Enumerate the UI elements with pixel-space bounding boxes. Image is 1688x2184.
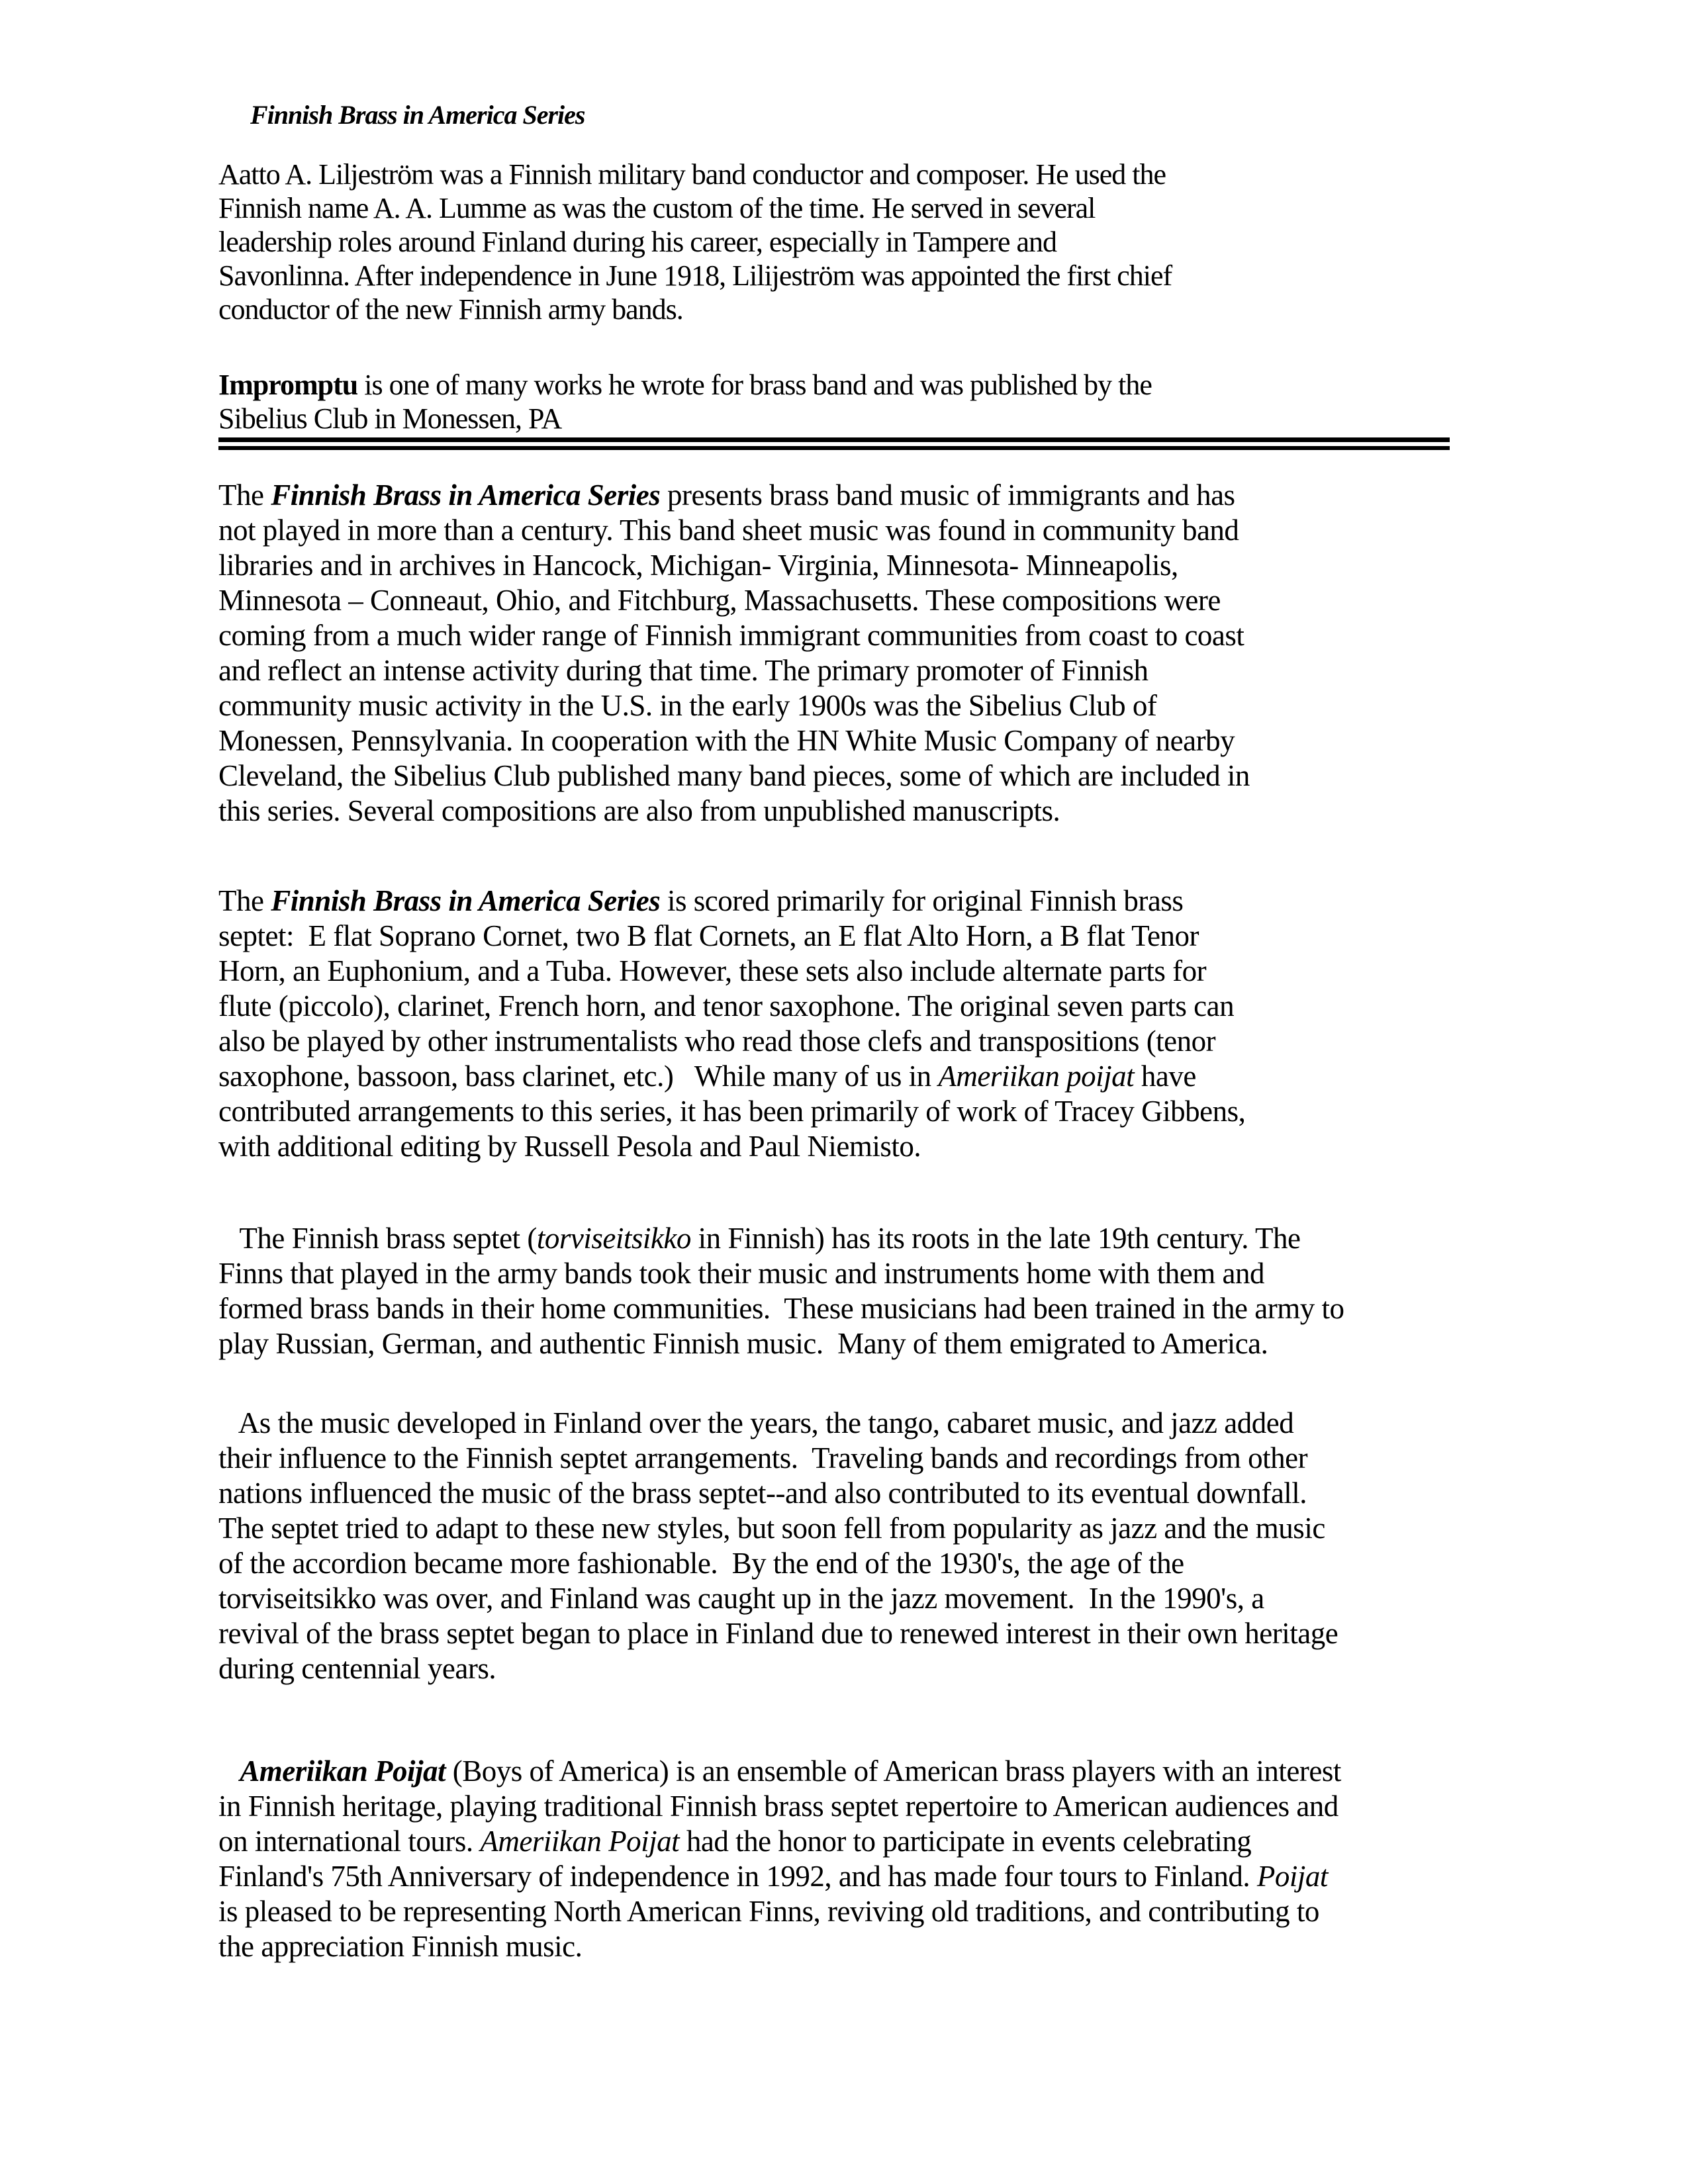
- text-line: formed brass bands in their home communities. These musicians had been trained in the army to: [218, 1292, 1344, 1325]
- text-line: The Finnish brass septet (torviseitsikko in Finnish) has its roots in the late 19th century. The: [218, 1222, 1301, 1255]
- text-line: with additional editing by Russell Pesola and Paul Niemisto.: [218, 1130, 921, 1163]
- text-line: libraries and in archives in Hancock, Michigan- Virginia, Minnesota- Minneapolis,: [218, 549, 1178, 582]
- text-line: leadership roles around Finland during his career, especially in Tampere and: [218, 226, 1056, 258]
- text-line: The septet tried to adapt to these new styles, but soon fell from popularity as jazz and the music: [218, 1512, 1325, 1545]
- text-line: The Finnish Brass in America Series is scored primarily for original Finnish brass: [218, 884, 1184, 917]
- text-line: flute (piccolo), clarinet, French horn, and tenor saxophone. The original seven parts can: [218, 989, 1235, 1023]
- text-line: revival of the brass septet began to place in Finland due to renewed interest in their own heritage: [218, 1617, 1338, 1650]
- text-line: of the accordion became more fashionable. By the end of the 1930's, the age of the: [218, 1547, 1184, 1580]
- text-line: Horn, an Euphonium, and a Tuba. However, these sets also include alternate parts for: [218, 954, 1207, 987]
- text-line: contributed arrangements to this series, it has been primarily of work of Tracey Gibbens,: [218, 1095, 1246, 1128]
- text-line: Finland's 75th Anniversary of independence in 1992, and has made four tours to Finland. Poijat: [218, 1860, 1328, 1893]
- text-line: Cleveland, the Sibelius Club published many band pieces, some of which are included in: [218, 759, 1250, 792]
- text-line: and reflect an intense activity during that time. The primary promoter of Finnish: [218, 654, 1149, 687]
- paragraph-septet-history: [218, 1221, 1344, 1361]
- text-line: Finnish name A. A. Lumme as was the custom of the time. He served in several: [218, 192, 1096, 224]
- text-line: As the music developed in Finland over the years, the tango, cabaret music, and jazz added: [218, 1406, 1294, 1439]
- text-line: also be played by other instrumentalists who read those clefs and transpositions (tenor: [218, 1024, 1216, 1058]
- text-line: this series. Several compositions are also from unpublished manuscripts.: [218, 794, 1060, 827]
- paragraph-liljestrom-bio: [218, 158, 1172, 326]
- text-line: torviseitsikko was over, and Finland was caught up in the jazz movement. In the 1990's, a: [218, 1582, 1264, 1615]
- section-divider-double-rule: [218, 437, 1450, 450]
- text-line: Ameriikan Poijat (Boys of America) is an ensemble of American brass players with an interest: [240, 1754, 1341, 1788]
- text-line: Impromptu is one of many works he wrote for brass band and was published by the: [218, 369, 1152, 401]
- text-line: Minnesota – Conneaut, Ohio, and Fitchburg, Massachusetts. These compositions were: [218, 584, 1221, 617]
- paragraph-series-overview: [218, 478, 1250, 829]
- page-title: Finnish Brass in America Series: [250, 100, 585, 130]
- paragraph-ameriikan-poijat: [218, 1754, 1341, 1964]
- text-line: the appreciation Finnish music.: [218, 1930, 583, 1963]
- text-line: Savonlinna. After independence in June 1918, Lilijeström was appointed the first chief: [218, 259, 1172, 292]
- text-line: coming from a much wider range of Finnish immigrant communities from coast to coast: [218, 619, 1244, 652]
- text-line: during centennial years.: [218, 1652, 496, 1685]
- text-line: conductor of the new Finnish army bands.: [218, 293, 683, 326]
- text-line: nations influenced the music of the brass septet--and also contributed to its eventual downfall.: [218, 1477, 1307, 1510]
- text-line: The Finnish Brass in America Series presents brass band music of immigrants and has: [218, 478, 1235, 512]
- text-line: on international tours. Ameriikan Poijat had the honor to participate in events celebrating: [218, 1825, 1252, 1858]
- paragraph-series-scoring: [218, 884, 1245, 1164]
- paragraph-music-evolution: [218, 1406, 1338, 1686]
- text-line: is pleased to be representing North American Finns, reviving old traditions, and contributing to: [218, 1895, 1319, 1928]
- text-line: Monessen, Pennsylvania. In cooperation with the HN White Music Company of nearby: [218, 724, 1235, 757]
- text-line: play Russian, German, and authentic Finnish music. Many of them emigrated to America.: [218, 1327, 1268, 1360]
- text-line: saxophone, bassoon, bass clarinet, etc.) While many of us in Ameriikan poijat have: [218, 1060, 1196, 1093]
- text-line: Finns that played in the army bands took their music and instruments home with them and: [218, 1257, 1264, 1290]
- text-line: not played in more than a century. This band sheet music was found in community band: [218, 514, 1239, 547]
- text-line: community music activity in the U.S. in the early 1900s was the Sibelius Club of: [218, 689, 1157, 722]
- text-line: in Finnish heritage, playing traditional Finnish brass septet repertoire to American audiences and: [218, 1790, 1338, 1823]
- paragraph-impromptu: [218, 368, 1152, 435]
- text-line: Aatto A. Liljeström was a Finnish military band conductor and composer. He used the: [218, 158, 1166, 191]
- text-line: their influence to the Finnish septet arrangements. Traveling bands and recordings from other: [218, 1441, 1308, 1475]
- text-line: septet: E flat Soprano Cornet, two B flat Cornets, an E flat Alto Horn, a B flat Tenor: [218, 919, 1199, 952]
- text-line: Sibelius Club in Monessen, PA: [218, 402, 562, 435]
